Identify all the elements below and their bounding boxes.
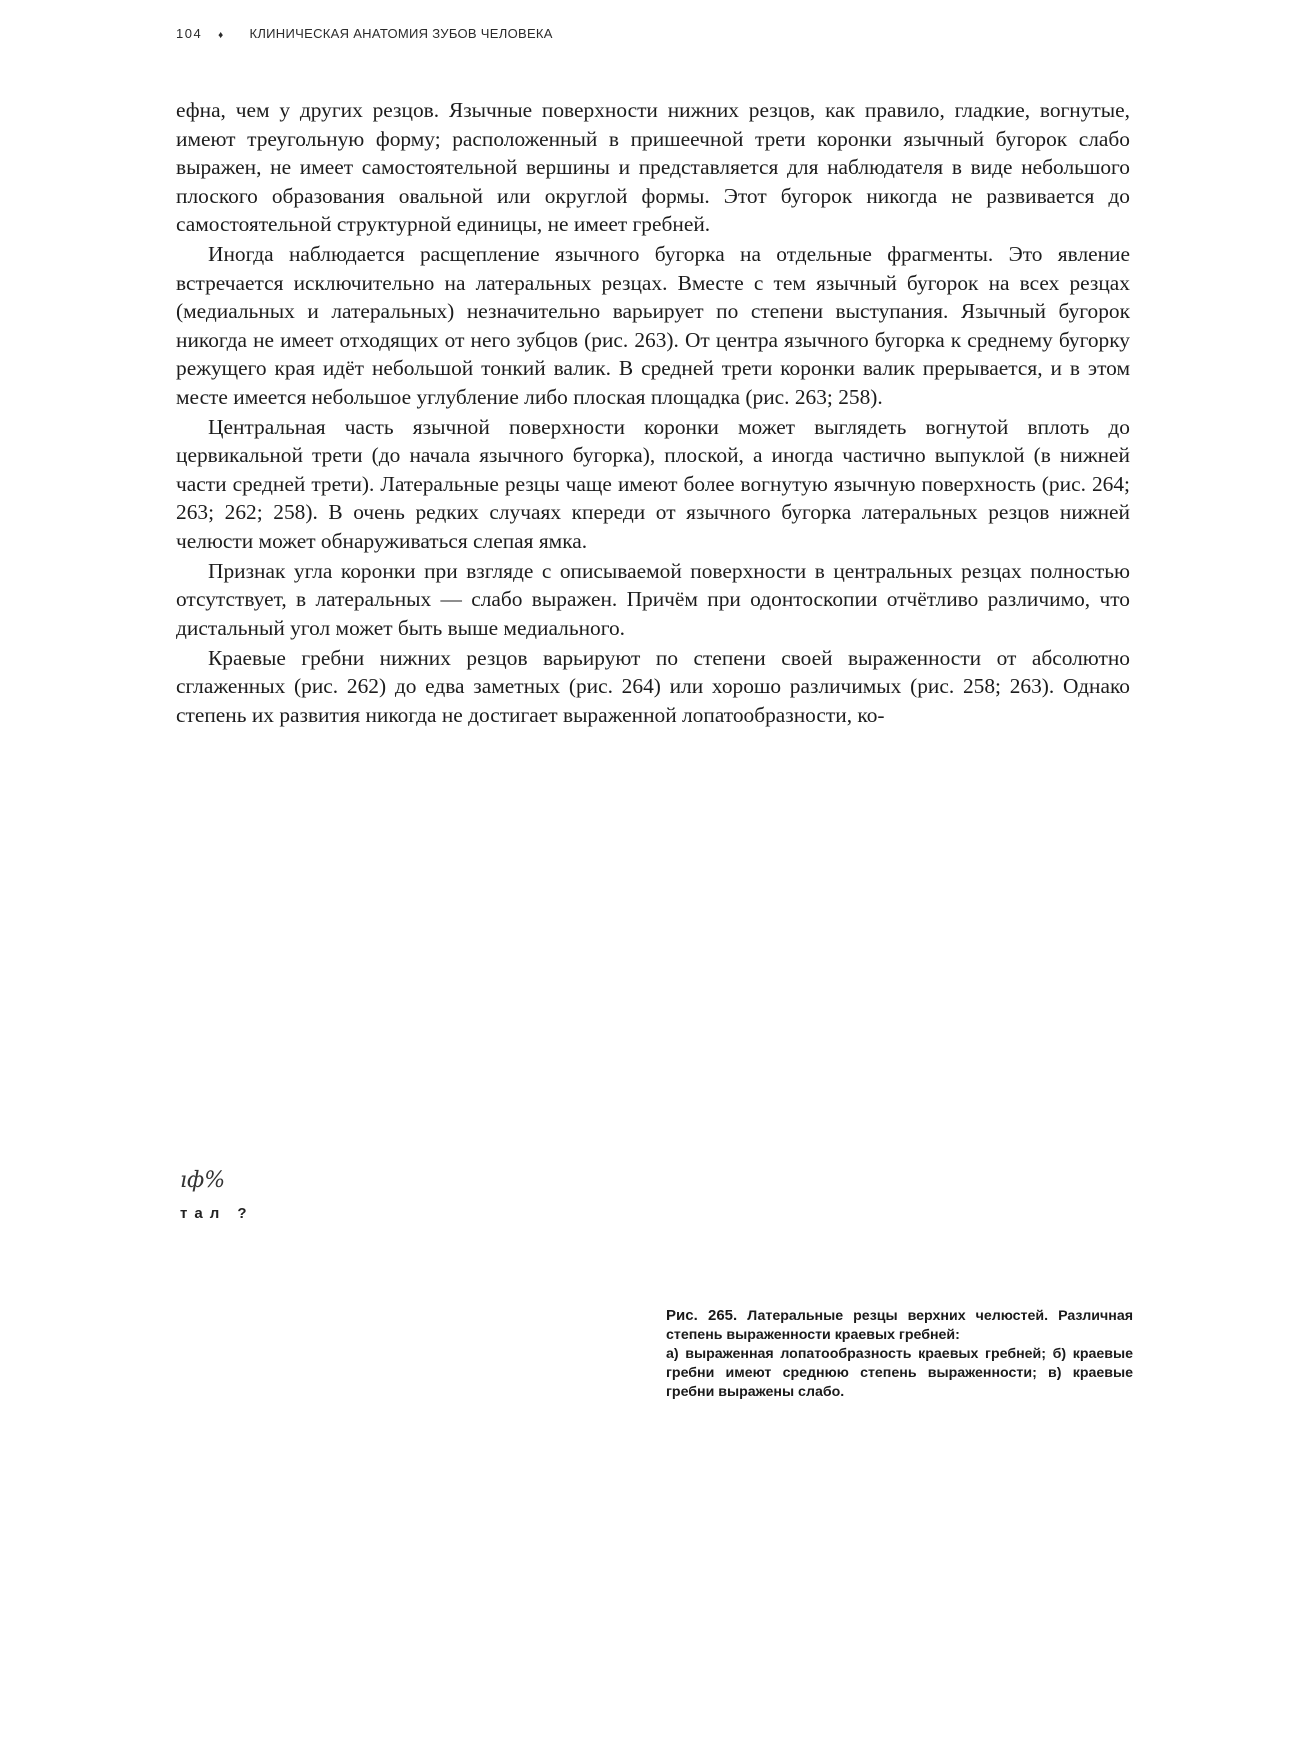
paragraph: Центральная часть язычной поверхности коронки может выглядеть вогнутой вплоть до цервикальной трети (до начала язычного бугорка), плоской, а иногда частично выпуклой (в нижней части средней трети). Латеральные резцы чаще имеют более вогнутую язычную поверхность (рис. 264; 263; 262; 258). В очень редких случаях кпереди от язычного бугорка латеральных резцов нижней челюсти может обнаруживаться слепая ямка. [176, 414, 1130, 553]
paragraph: Иногда наблюдается расщепление язычного бугорка на отдельные фрагменты. Это явление встречается исключительно на латеральных резцах. Вместе с тем язычный бугорок на всех резцах (медиальных и латеральных) незначительно варьирует по степени выступания. Язычный бугорок никогда не имеет отходящих от него зубцов (рис. 263). От центра язычного бугорка к среднему бугорку режущего края идёт небольшой тонкий валик. В средней трети коронки валик прерывается, и в этом месте имеется небольшое углубление либо плоская площадка (рис. 263; 258). [176, 242, 1130, 409]
figure-scribble: ıф% [180, 1168, 226, 1193]
paragraph-continuation: ефна, чем у других резцов. Язычные поверхности нижних резцов, как правило, гладкие, вогнутые, имеют треугольную форму; расположенный в пришеечной трети коронки язычный бугорок слабо выражен, не имеет самостоятельной вершины и представляется для наблюдателя в виде небольшого плоского образования овальной или округлой формы. Этот бугорок никогда не развивается до самостоятельной структурной единицы, не имеет гребней. [176, 98, 1130, 236]
paragraph: Краевые гребни нижних резцов варьируют по степени своей выраженности от абсолютно сглаженных (рис. 262) до едва заметных (рис. 264) или хорошо различимых (рис. 258; 263). Однако степень их развития никогда не достигает выраженной лопатообразности, ко- [176, 645, 1130, 727]
caption-line-1 [666, 1306, 1133, 1345]
caption-title: Латеральные резцы верхних челюстей. Различная степень выраженности краевых гребней: [666, 1308, 1133, 1343]
paragraph: Признак угла коронки при взгляде с описываемой поверхности в центральных резцах полностью отсутствует, в латеральных — слабо выражен. Причём при одонтоскопии отчётливо различимо, что дистальный угол может быть выше медиального. [176, 558, 1130, 640]
diamond-separator-icon: ♦ [218, 30, 224, 41]
caption-label: Рис. 265. [666, 1307, 738, 1324]
body-text [176, 96, 1130, 731]
caption-line-2: а) выраженная лопатообразность краевых гребней; б) краевые гребни имеют среднюю степень выраженности; в) краевые гребни выражены слабо. [666, 1346, 1133, 1400]
running-header [176, 26, 553, 41]
figure-fragment-text: тал ? [180, 1205, 254, 1222]
figure-caption [666, 1306, 1133, 1402]
page-number: 104 [176, 26, 203, 41]
book-title: КЛИНИЧЕСКАЯ АНАТОМИЯ ЗУБОВ ЧЕЛОВЕКА [249, 26, 553, 41]
